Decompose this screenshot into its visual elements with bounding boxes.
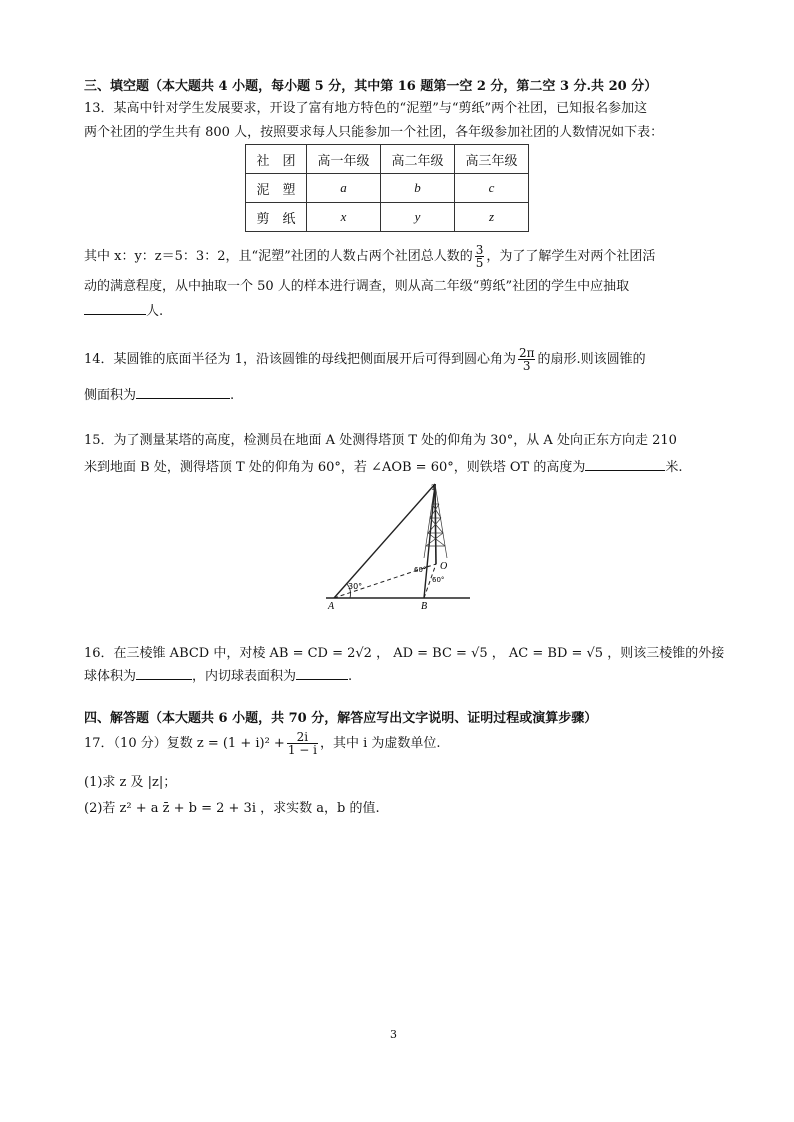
- q13-line1: 13．某高中针对学生发展要求，开设了富有地方特色的“泥塑”与“剪纸”两个社团，已知报名参加这: [84, 101, 648, 116]
- q13-line3-text-end: ，为了了解学生对两个社团活: [486, 249, 656, 264]
- answer-blank-volume[interactable]: [136, 667, 192, 680]
- answer-blank-surface[interactable]: [296, 667, 348, 680]
- q14-line2-text: 侧面积为: [84, 388, 137, 403]
- label-angle-O: 60°: [414, 566, 427, 574]
- fraction-denominator: 3: [522, 359, 531, 373]
- label-angle-B: 60°: [432, 576, 445, 584]
- q16-line2-end: .: [348, 669, 353, 684]
- table-cell: c: [455, 174, 529, 203]
- fraction-numerator: 2i: [287, 731, 318, 744]
- fraction: [475, 244, 485, 269]
- q17-line1-text: 17．（10 分）复数 z = (1 + i)² +: [84, 736, 285, 751]
- table-row: [246, 203, 529, 232]
- q13-line3-text: 其中 x：y：z＝5：3：2，且“泥塑”社团的人数占两个社团总人数的: [84, 249, 473, 264]
- table-row: [246, 174, 529, 203]
- tower-figure: [320, 478, 480, 614]
- q14-line2: [84, 386, 714, 405]
- q17-part1: (1)求 z 及 |z|；: [84, 775, 177, 790]
- q16-line1: 16．在三棱锥 ABCD 中，对棱 AB = CD = 2√2 ， AD = BC = √5 ， AC = BD = √5 ，则该三棱锥的外接: [84, 646, 725, 661]
- q13-line4: 动的满意程度，从中抽取一个 50 人的样本进行调查，则从高二年级“剪纸”社团的学生中应抽取: [84, 279, 630, 294]
- line-AT: [334, 484, 435, 598]
- q14-line2-end: .: [230, 388, 235, 403]
- q17-line1: [84, 730, 714, 758]
- fraction-denominator: 5: [475, 256, 484, 270]
- label-O: O: [440, 561, 448, 572]
- q16-line2-text: 球体积为: [84, 669, 137, 684]
- fraction-numerator: 2π: [518, 346, 535, 360]
- q16-line2-mid: ，内切球表面积为: [192, 669, 297, 684]
- table-cell: a: [307, 174, 381, 203]
- q17-part2: (2)若 z² + a z̄ + b = 2 + 3i ，求实数 a，b 的值.: [84, 801, 380, 816]
- label-T: T: [431, 483, 436, 492]
- q14-line1: [84, 347, 714, 373]
- fraction: [287, 731, 318, 756]
- answer-blank[interactable]: [84, 302, 146, 315]
- table-header-cell: 高三年级: [455, 145, 529, 174]
- club-distribution-table: [245, 144, 529, 232]
- answer-blank[interactable]: [585, 458, 665, 471]
- table-header-cell: 高一年级: [307, 145, 381, 174]
- table-header-cell: 高二年级: [381, 145, 455, 174]
- q15-line2-text: 米到地面 B 处，测得塔顶 T 处的仰角为 60°，若 ∠AOB = 60°，则铁塔 OT 的高度为: [84, 460, 586, 475]
- table-cell: 泥 塑: [246, 174, 307, 203]
- table-cell: y: [381, 203, 455, 232]
- q13-line3: [84, 244, 714, 270]
- q15-line2: [84, 458, 714, 477]
- table-cell: b: [381, 174, 455, 203]
- q13-line5: [84, 302, 714, 321]
- section-header-fill-in: 三、填空题（本大题共 4 小题，每小题 5 分，其中第 16 题第一空 2 分，第二空 3 分.共 20 分）: [84, 79, 658, 94]
- q17-line1-text-end: ，其中 i 为虚数单位.: [319, 736, 441, 751]
- answer-blank[interactable]: [136, 386, 230, 399]
- q14-line1-text-end: 的扇形.则该圆锥的: [537, 352, 646, 367]
- label-A: A: [328, 601, 335, 612]
- table-header-cell: 社 团: [246, 145, 307, 174]
- section-header-answer: 四、解答题（本大题共 6 小题，共 70 分，解答应写出文字说明、证明过程或演算步骤）: [84, 711, 598, 726]
- label-B: B: [421, 601, 428, 612]
- page-number: 3: [390, 1028, 397, 1041]
- table-header-row: [246, 145, 529, 174]
- table-cell: z: [455, 203, 529, 232]
- table-cell: 剪 纸: [246, 203, 307, 232]
- q13-line5-text: 人.: [146, 304, 164, 319]
- q15-line1: 15．为了测量某塔的高度，检测员在地面 A 处测得塔顶 T 处的仰角为 30°，从 A 处向正东方向走 210: [84, 433, 677, 448]
- label-angle-A: 30°: [348, 582, 363, 591]
- q14-line1-text: 14．某圆锥的底面半径为 1，沿该圆锥的母线把侧面展开后可得到圆心角为: [84, 352, 516, 367]
- fraction-numerator: 3: [475, 243, 484, 257]
- table-cell: x: [307, 203, 381, 232]
- q16-line2: [84, 667, 714, 686]
- q15-line2-end: 米.: [665, 460, 683, 475]
- fraction-denominator: 1 − i: [287, 743, 317, 757]
- q13-line2: 两个社团的学生共有 800 人，按照要求每人只能参加一个社团，各年级参加社团的人数情况如下表：: [84, 125, 664, 140]
- fraction: [518, 347, 536, 372]
